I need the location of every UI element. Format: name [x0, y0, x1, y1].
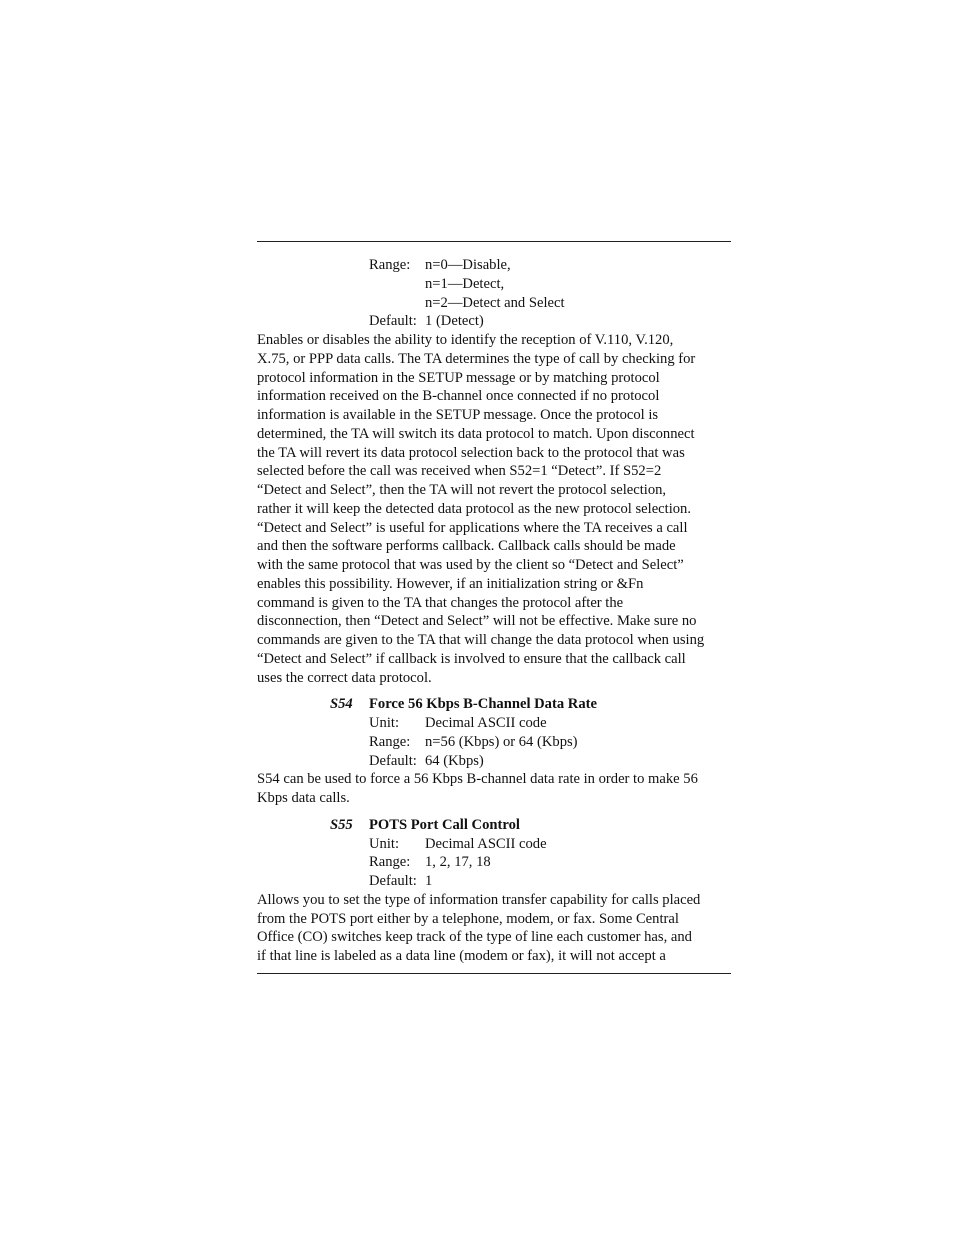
text-line: Kbps data calls. [257, 790, 350, 806]
text-line: enables this possibility. However, if an initialization string or &Fn [257, 575, 644, 592]
text-line: command is given to the TA that changes the protocol after the [257, 594, 624, 611]
text-line: X.75, or PPP data calls. The TA determines the type of call by checking for [257, 350, 696, 367]
text-line: determined, the TA will switch its data protocol to match. Upon disconnect [257, 425, 695, 442]
page-content [257, 256, 731, 966]
s55-heading [257, 816, 731, 835]
text-line: Allows you to set the type of information transfer capability for calls placed [257, 891, 701, 908]
text-line: with the same protocol that was used by the client so “Detect and Select” [257, 557, 684, 573]
text-line: the TA will revert its data protocol selection back to the protocol that was [257, 444, 685, 461]
text-line: rather it will keep the detected data protocol as the new protocol selection. [257, 500, 692, 517]
s55-range-label: Range: [369, 854, 411, 871]
s52-default-label: Default: [369, 313, 417, 330]
s55-description [257, 891, 731, 966]
s52-range-row [257, 256, 731, 275]
s54-title: Force 56 Kbps B-Channel Data Rate [369, 696, 597, 713]
s55-range-row [257, 853, 731, 872]
text-line: selected before the call was received when S52=1 “Detect”. If S52=2 [257, 463, 662, 480]
text-line: disconnection, then “Detect and Select” will not be effective. Make sure no [257, 613, 697, 630]
s52-range-row-2 [257, 275, 731, 294]
text-line: “Detect and Select” is useful for applications where the TA receives a call [257, 519, 688, 536]
s52-range-value-1: n=1—Detect, [425, 275, 505, 292]
s55-default-label: Default: [369, 873, 417, 889]
s54-description [257, 770, 731, 808]
s54-range-value: n=56 (Kbps) or 64 (Kbps) [425, 733, 578, 750]
s52-default-value: 1 (Detect) [425, 313, 484, 330]
s54-default-label: Default: [369, 752, 417, 769]
text-line: commands are given to the TA that will change the data protocol when using [257, 632, 705, 648]
s54-default-value: 64 (Kbps) [425, 752, 484, 769]
text-line: if that line is labeled as a data line (modem or fax), it will not accept a [257, 948, 666, 964]
s52-default-row [257, 312, 731, 331]
s54-range-label: Range: [369, 733, 411, 750]
s55-default-row [257, 872, 731, 891]
text-line: from the POTS port either by a telephone, modem, or fax. Some Central [257, 910, 679, 927]
s55-title: POTS Port Call Control [369, 816, 520, 833]
s55-range-value: 1, 2, 17, 18 [425, 854, 491, 871]
text-line: Office (CO) switches keep track of the type of line each customer has, and [257, 929, 692, 946]
text-line: and then the software performs callback. Callback calls should be made [257, 538, 676, 555]
text-line: protocol information in the SETUP message or by matching protocol [257, 369, 660, 386]
s55-default-value: 1 [425, 873, 433, 889]
text-line: “Detect and Select” if callback is involved to ensure that the callback call [257, 650, 686, 667]
s54-unit-row [257, 714, 731, 733]
s52-range-label: Range: [369, 257, 411, 273]
s54-unit-value: Decimal ASCII code [425, 715, 547, 731]
s54-default-row [257, 752, 731, 771]
text-line: “Detect and Select”, then the TA will not revert the protocol selection, [257, 482, 667, 498]
s55-unit-value: Decimal ASCII code [425, 835, 547, 852]
s52-range-value-2: n=2—Detect and Select [425, 294, 565, 311]
text-line: Enables or disables the ability to identify the reception of V.110, V.120, [257, 332, 674, 348]
text-line: uses the correct data protocol. [257, 669, 432, 686]
s52-range-row-3 [257, 294, 731, 313]
s55-unit-row [257, 835, 731, 854]
s54-range-row [257, 733, 731, 752]
text-line: information received on the B-channel once connected if no protocol [257, 388, 660, 405]
s54-unit-label: Unit: [369, 715, 399, 731]
header-rule [257, 241, 731, 242]
s52-range-value-0: n=0—Disable, [425, 257, 511, 273]
s52-description [257, 331, 731, 687]
s54-register-id: S54 [330, 696, 353, 713]
s55-unit-label: Unit: [369, 835, 399, 852]
text-line: information is available in the SETUP message. Once the protocol is [257, 407, 659, 423]
s54-heading [257, 695, 731, 714]
footer-rule [257, 973, 731, 974]
s55-register-id: S55 [330, 816, 353, 833]
text-line: S54 can be used to force a 56 Kbps B-channel data rate in order to make 56 [257, 771, 698, 788]
